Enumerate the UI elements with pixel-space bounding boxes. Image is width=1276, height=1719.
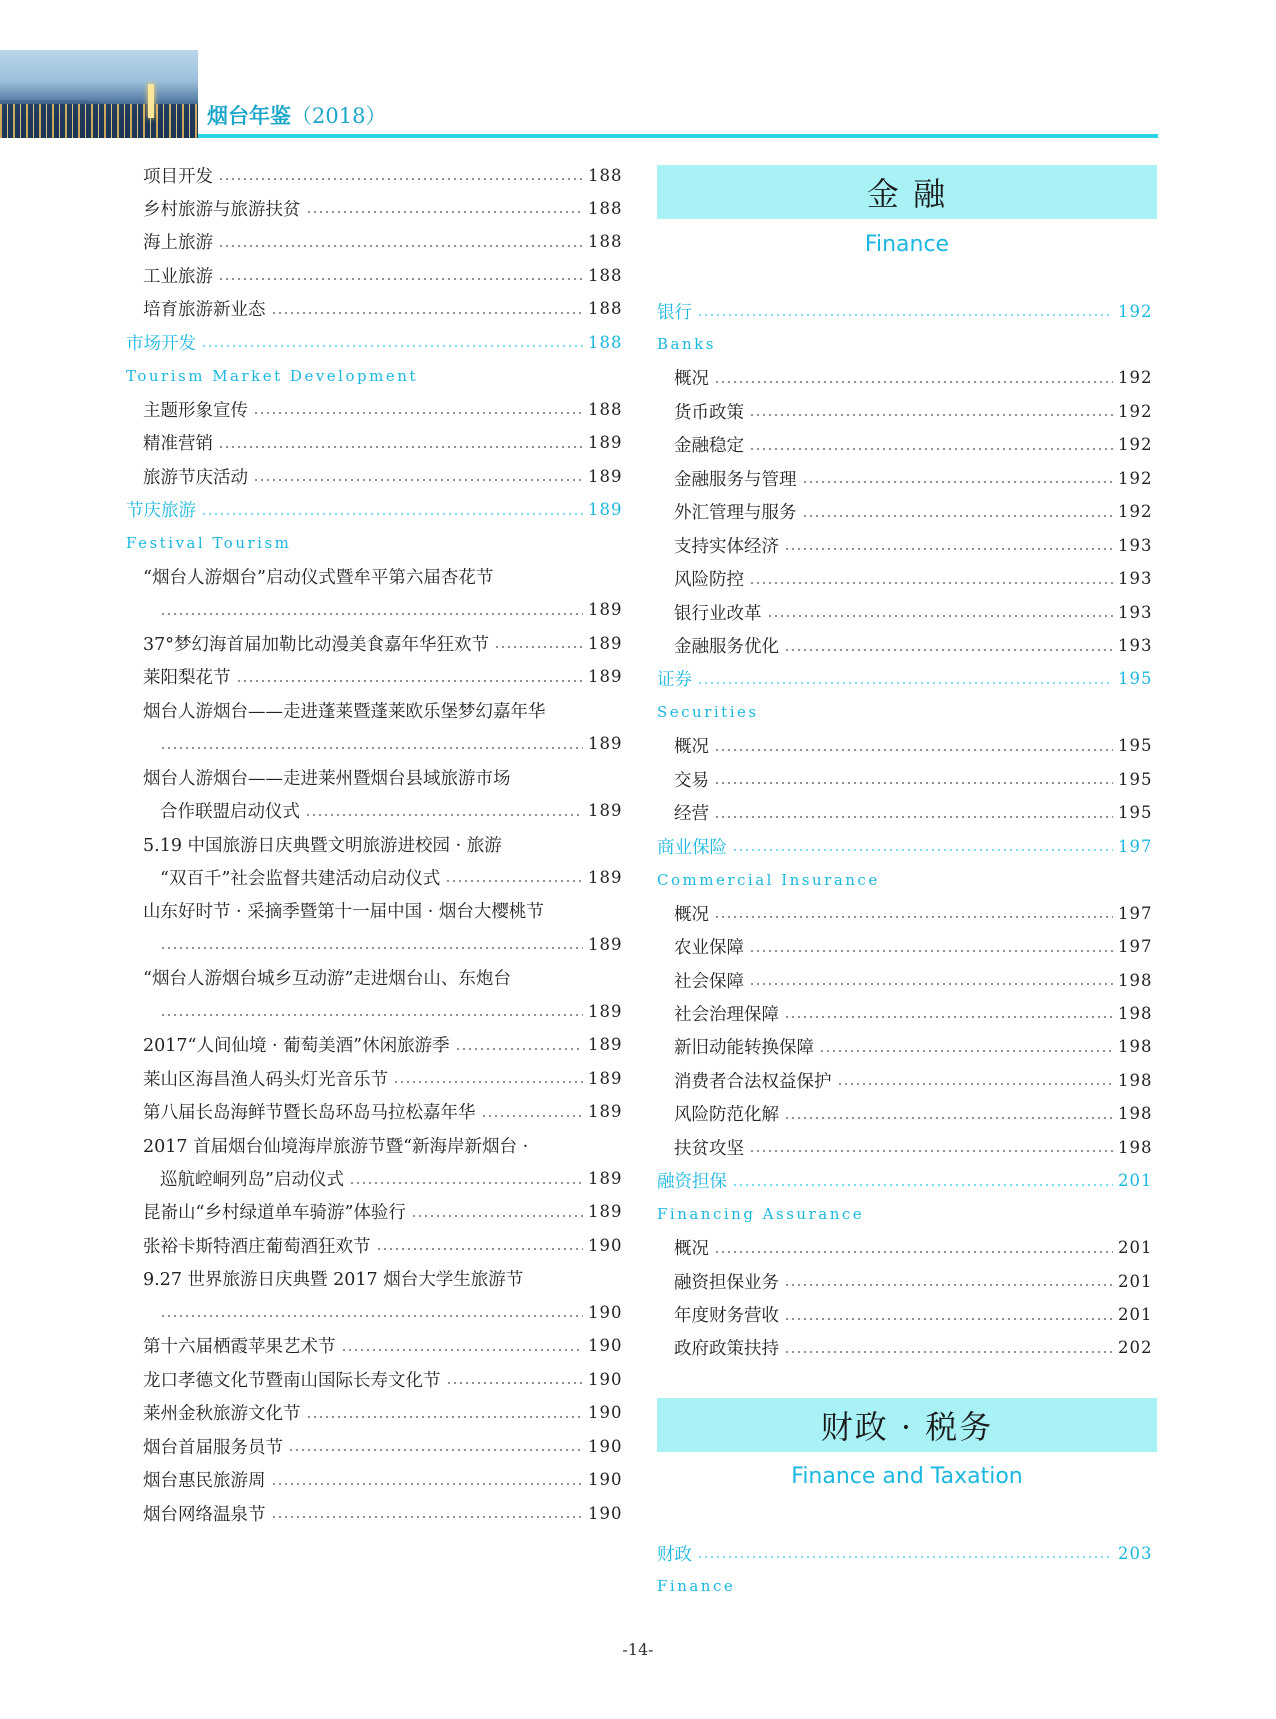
toc-entry[interactable] (160, 996, 622, 1026)
toc-entry[interactable] (143, 1030, 622, 1060)
toc-entry-title: 年度财务营收 (674, 1306, 779, 1326)
toc-section-english (657, 1199, 1152, 1229)
toc-entry[interactable] (674, 1132, 1152, 1162)
toc-entry-title: 风险防范化解 (674, 1105, 779, 1126)
toc-entry[interactable] (143, 1398, 622, 1428)
toc-entry-title: 2017“人间仙境 · 葡萄美酒”休闲旅游季 (143, 1036, 450, 1057)
toc-entry[interactable] (143, 294, 622, 324)
toc-page-number: 189 (588, 1202, 623, 1222)
toc-section-english (657, 697, 1152, 727)
toc-entry (143, 1130, 622, 1160)
dot-leader (455, 1048, 583, 1050)
toc-entry-title: Commercial Insurance (657, 870, 880, 889)
dot-leader (784, 548, 1113, 550)
toc-page-number: 189 (588, 1001, 623, 1021)
toc-page-number: 188 (588, 232, 623, 252)
toc-section-english (657, 865, 1152, 895)
toc-entry[interactable] (160, 1164, 622, 1194)
toc-entry[interactable] (674, 998, 1152, 1028)
toc-page-number: 189 (588, 466, 623, 486)
toc-page-number: 189 (588, 867, 623, 887)
toc-entry-title: 莱州金秋旅游文化节 (143, 1404, 301, 1425)
toc-page-number: 203 (1118, 1543, 1153, 1563)
toc-entry-title: “双百千”社会监督共建活动启动仪式 (160, 868, 441, 889)
toc-entry[interactable] (143, 227, 622, 257)
chapter-title: 财政 · 税务 (820, 1408, 994, 1446)
dot-leader (201, 513, 583, 515)
toc-entry[interactable] (674, 798, 1152, 828)
dot-leader (749, 414, 1113, 416)
header-rule (198, 134, 1158, 138)
toc-entry-title: 财政 (657, 1544, 692, 1565)
toc-page-number: 189 (588, 1102, 623, 1122)
dot-leader (732, 849, 1113, 851)
dot-leader (446, 1382, 584, 1384)
dot-leader (445, 880, 583, 882)
dot-leader (714, 1251, 1113, 1253)
toc-page-number: 189 (588, 433, 623, 453)
toc-entry-title: 新旧动能转换保障 (674, 1038, 814, 1059)
toc-entry-title: 烟台惠民旅游周 (143, 1471, 266, 1492)
yearbook-year: （2018） (291, 104, 387, 128)
toc-page-number: 190 (588, 1336, 623, 1356)
toc-entry-title: 金融服务与管理 (674, 469, 797, 490)
toc-entry[interactable] (143, 1097, 622, 1127)
toc-page-number: 188 (588, 299, 623, 319)
toc-entry[interactable] (143, 461, 622, 491)
toc-entry[interactable] (674, 1099, 1152, 1129)
toc-page-number: 192 (1118, 401, 1153, 421)
toc-entry-title: 主题形象宣传 (143, 400, 248, 421)
toc-entry[interactable] (674, 396, 1152, 426)
toc-entry-title: 交易 (674, 770, 709, 791)
toc-section-english (657, 1571, 1152, 1601)
toc-page-number: 198 (1118, 1070, 1153, 1090)
toc-entry[interactable] (674, 1233, 1152, 1263)
toc-page-number: 188 (588, 165, 623, 185)
toc-entry-title: 旅游节庆活动 (143, 467, 248, 488)
toc-entry[interactable] (674, 564, 1152, 594)
toc-entry-title: 莱山区海昌渔人码头灯光音乐节 (143, 1069, 388, 1090)
toc-page-number: 189 (588, 734, 623, 754)
dot-leader (749, 950, 1113, 952)
toc-entry-title: Securities (657, 703, 759, 722)
dot-leader (714, 381, 1113, 383)
toc-entry[interactable] (143, 1465, 622, 1495)
toc-page-number: 201 (1118, 1305, 1153, 1324)
toc-entry[interactable] (143, 193, 622, 223)
toc-page-number: 198 (1118, 1137, 1153, 1157)
toc-entry-title: 农业保障 (674, 938, 744, 959)
toc-entry-title: Tourism Market Development (126, 366, 418, 385)
toc-entry-title: 融资担保业务 (674, 1272, 779, 1293)
toc-entry-title: 海上旅游 (143, 233, 213, 254)
toc-page-number: 197 (1118, 836, 1153, 856)
toc-entry[interactable] (674, 1266, 1152, 1296)
toc-entry-title: 金融稳定 (674, 436, 744, 457)
toc-section-english (126, 361, 622, 391)
toc-page-number: 189 (588, 600, 623, 620)
toc-page-number: 189 (588, 667, 623, 687)
toc-page-number: 193 (1118, 602, 1153, 622)
toc-page-number: 198 (1118, 970, 1153, 990)
toc-entry-title: Banks (657, 335, 716, 354)
toc-entry-title: 巡航崆峒列岛”启动仪式 (160, 1170, 344, 1190)
dot-leader (160, 613, 583, 615)
toc-page-number: 190 (588, 1470, 623, 1490)
toc-entry (143, 561, 622, 591)
toc-page-number: 189 (588, 934, 623, 954)
header-city-photo (0, 50, 198, 138)
toc-entry-title: 金融服务优化 (674, 637, 779, 657)
dot-leader (218, 278, 583, 280)
toc-page-number: 190 (588, 1403, 623, 1423)
toc-entry[interactable] (160, 729, 622, 759)
toc-entry[interactable] (143, 1063, 622, 1093)
toc-page-number: 195 (1118, 736, 1153, 756)
dot-leader (160, 747, 583, 749)
toc-page-number: 192 (1118, 435, 1153, 455)
toc-entry-title: 精准营销 (143, 434, 213, 455)
toc-entry-title: 乡村旅游与旅游扶贫 (143, 199, 301, 220)
toc-page-number: 189 (588, 1068, 623, 1088)
dot-leader (253, 479, 583, 481)
dot-leader (218, 178, 583, 180)
chapter-subtitle: Finance (864, 232, 950, 257)
toc-page-number: 202 (1118, 1338, 1153, 1358)
toc-entry-title: 第八届长岛海鲜节暨长岛环岛马拉松嘉年华 (143, 1103, 476, 1124)
toc-entry-title: 山东好时节 · 采摘季暨第十一届中国 · 烟台大樱桃节 (143, 902, 544, 923)
toc-entry (143, 695, 622, 725)
toc-page-number: 189 (588, 1169, 623, 1188)
toc-entry-title: 市场开发 (126, 333, 196, 354)
toc-page-number: 201 (1118, 1238, 1153, 1258)
toc-entry-title: 融资担保 (657, 1172, 727, 1193)
yearbook-name: 烟台年鉴 (207, 103, 291, 128)
chapter-banner-finance (657, 165, 1157, 219)
toc-page-number: 197 (1118, 903, 1153, 923)
toc-entry-title: 风险防控 (674, 570, 744, 591)
dot-leader (494, 646, 583, 648)
toc-entry[interactable] (674, 932, 1152, 962)
toc-page-number: 190 (588, 1369, 623, 1389)
page-number: -14- (622, 1640, 654, 1659)
toc-entry[interactable] (674, 731, 1152, 761)
toc-entry[interactable] (674, 597, 1152, 627)
toc-entry[interactable] (674, 430, 1152, 460)
toc-entry[interactable] (674, 631, 1152, 661)
toc-page-number: 188 (588, 399, 623, 419)
toc-entry-title: Financing Assurance (657, 1205, 865, 1224)
toc-entry[interactable] (160, 862, 622, 892)
dot-leader (218, 245, 583, 247)
toc-section[interactable] (657, 664, 1152, 694)
dot-leader (784, 1351, 1113, 1353)
toc-entry[interactable] (143, 1230, 622, 1260)
dot-leader (732, 1184, 1113, 1186)
toc-entry[interactable] (143, 1197, 622, 1227)
dot-leader (714, 816, 1113, 818)
toc-page-number: 198 (1118, 1003, 1153, 1023)
dot-leader (697, 1556, 1113, 1558)
toc-page-number: 198 (1118, 1104, 1153, 1124)
toc-entry[interactable] (160, 929, 622, 959)
toc-entry (143, 1264, 622, 1294)
toc-entry-title: 经营 (674, 804, 709, 825)
toc-page-number: 190 (588, 1302, 623, 1322)
toc-page-number: 190 (588, 1503, 623, 1523)
dot-leader (393, 1081, 583, 1083)
toc-entry-title: 2017 首届烟台仙境海岸旅游节暨“新海岸新烟台 · (143, 1136, 529, 1157)
dot-leader (160, 1014, 583, 1016)
toc-entry-title: 节庆旅游 (126, 501, 196, 521)
toc-page-number: 201 (1118, 1271, 1153, 1291)
dot-leader (306, 211, 584, 213)
toc-section[interactable] (657, 1538, 1152, 1568)
toc-page-number: 192 (1118, 468, 1153, 488)
toc-entry-title: 概况 (674, 737, 709, 758)
dot-leader (271, 1516, 584, 1518)
toc-entry[interactable] (143, 1431, 622, 1461)
toc-entry-title: 张裕卡斯特酒庄葡萄酒狂欢节 (143, 1236, 371, 1257)
toc-entry-title: 9.27 世界旅游日庆典暨 2017 烟台大学生旅游节 (143, 1270, 524, 1291)
toc-entry-title: 概况 (674, 904, 709, 925)
toc-page-number: 193 (1118, 636, 1153, 655)
toc-entry-title: 工业旅游 (143, 266, 213, 287)
dot-leader (802, 515, 1114, 517)
toc-page-number: 197 (1118, 937, 1153, 957)
toc-page-number: 190 (588, 1235, 623, 1255)
toc-page-number: 189 (588, 1035, 623, 1055)
toc-page-number: 189 (588, 500, 623, 519)
toc-entry-title: 证券 (657, 670, 692, 691)
toc-entry-title: 外汇管理与服务 (674, 503, 797, 524)
toc-page-number: 192 (1118, 502, 1153, 522)
toc-page-number: 198 (1118, 1037, 1153, 1057)
dot-leader (697, 314, 1113, 316)
toc-section[interactable] (657, 1166, 1152, 1196)
dot-leader (160, 947, 583, 949)
toc-entry[interactable] (143, 1498, 622, 1528)
toc-entry-title: 商业保险 (657, 837, 727, 858)
toc-page-number: 188 (588, 332, 623, 352)
dot-leader (160, 1315, 583, 1317)
toc-page-number: 195 (1118, 803, 1153, 823)
toc-page-number: 189 (588, 801, 623, 821)
toc-entry[interactable] (674, 764, 1152, 794)
toc-entry[interactable] (674, 363, 1152, 393)
toc-entry-title: 政府政策扶持 (674, 1339, 779, 1360)
toc-page-number: 192 (1118, 368, 1153, 388)
dot-leader (749, 582, 1113, 584)
toc-entry[interactable] (674, 1300, 1152, 1330)
dot-leader (714, 782, 1113, 784)
dot-leader (376, 1248, 584, 1250)
toc-entry[interactable] (674, 530, 1152, 560)
yearbook-title (207, 100, 386, 130)
toc-entry-title: 烟台首届服务员节 (143, 1437, 283, 1458)
toc-entry-title: 培育旅游新业态 (143, 300, 266, 321)
toc-entry[interactable] (143, 428, 622, 458)
dot-leader (305, 814, 583, 816)
toc-page-number: 195 (1118, 769, 1153, 789)
dot-leader (271, 312, 584, 314)
dot-leader (253, 412, 583, 414)
toc-entry-title: 烟台网络温泉节 (143, 1504, 266, 1525)
toc-entry-title: 银行 (657, 302, 692, 323)
toc-page-number: 189 (588, 633, 623, 653)
toc-entry[interactable] (674, 1065, 1152, 1095)
dot-leader (837, 1083, 1114, 1085)
toc-entry[interactable] (674, 1032, 1152, 1062)
toc-entry-title: “烟台人游烟台城乡互动游”走进烟台山、东炮台 (143, 969, 511, 990)
toc-entry[interactable] (674, 898, 1152, 928)
dot-leader (306, 1416, 584, 1418)
toc-entry-title: 第十六届栖霞苹果艺术节 (143, 1337, 336, 1358)
toc-entry[interactable] (160, 595, 622, 625)
toc-entry-title: 龙口孝德文化节暨南山国际长寿文化节 (143, 1370, 441, 1391)
dot-leader (784, 1016, 1113, 1018)
toc-page-number: 188 (588, 198, 623, 218)
toc-entry-title: Festival Tourism (126, 533, 292, 552)
dot-leader (288, 1449, 583, 1451)
dot-leader (749, 983, 1113, 985)
toc-entry (143, 829, 622, 859)
toc-entry[interactable] (143, 1331, 622, 1361)
dot-leader (784, 1117, 1113, 1119)
dot-leader (218, 446, 583, 448)
toc-entry-title: 扶贫攻坚 (674, 1138, 744, 1159)
toc-page-number: 193 (1118, 569, 1153, 589)
dot-leader (714, 749, 1113, 751)
toc-entry[interactable] (674, 497, 1152, 527)
chapter-banner-finance-taxation (657, 1398, 1157, 1452)
toc-entry-title: 合作联盟启动仪式 (160, 802, 300, 823)
dot-leader (767, 615, 1114, 617)
chapter-title: 金 融 (866, 175, 948, 213)
dot-leader (271, 1483, 584, 1485)
toc-section[interactable] (657, 296, 1152, 326)
dot-leader (481, 1115, 584, 1117)
toc-section[interactable] (126, 327, 622, 357)
toc-entry[interactable] (143, 662, 622, 692)
toc-entry (143, 896, 622, 926)
toc-entry[interactable] (143, 1364, 622, 1394)
dot-leader (819, 1050, 1113, 1052)
toc-entry-title: 支持实体经济 (674, 536, 779, 557)
toc-page-number: 195 (1118, 669, 1153, 689)
toc-entry-title: 项目开发 (143, 166, 213, 187)
toc-entry-title: 社会治理保障 (674, 1004, 779, 1025)
dot-leader (749, 1150, 1113, 1152)
toc-entry-title: “烟台人游烟台”启动仪式暨牟平第六届杏花节 (143, 567, 494, 588)
dot-leader (784, 1318, 1113, 1320)
toc-entry-title: 概况 (674, 1239, 709, 1260)
chapter-subtitle: Finance and Taxation (791, 1464, 1023, 1489)
toc-entry-title: 烟台人游烟台——走进莱州暨烟台县域旅游市场 (143, 768, 511, 789)
dot-leader (349, 1182, 583, 1184)
toc-entry[interactable] (143, 260, 622, 290)
toc-entry-title: 昆嵛山“乡村绿道单车骑游”体验行 (143, 1203, 406, 1224)
toc-entry (143, 963, 622, 993)
toc-entry[interactable] (143, 628, 622, 658)
dot-leader (341, 1349, 584, 1351)
toc-entry[interactable] (160, 1297, 622, 1327)
toc-page-number: 201 (1118, 1171, 1153, 1191)
toc-section-english (657, 329, 1152, 359)
dot-leader (411, 1215, 583, 1217)
toc-entry-title: 概况 (674, 369, 709, 390)
toc-entry[interactable] (143, 160, 622, 190)
dot-leader (236, 680, 584, 682)
dot-leader (749, 448, 1113, 450)
toc-entry-title: 货币政策 (674, 402, 744, 423)
toc-entry-title: 5.19 中国旅游日庆典暨文明旅游进校园 · 旅游 (143, 835, 502, 856)
toc-entry-title: 社会保障 (674, 971, 744, 992)
dot-leader (697, 682, 1113, 684)
toc-entry-title: 银行业改革 (674, 603, 762, 624)
toc-entry-title: 烟台人游烟台——走进蓬莱暨蓬莱欧乐堡梦幻嘉年华 (143, 701, 546, 722)
toc-entry-title: Finance (657, 1577, 736, 1596)
toc-section[interactable] (657, 831, 1152, 861)
toc-entry[interactable] (674, 1333, 1152, 1363)
toc-page-number: 188 (588, 265, 623, 285)
toc-page-number: 190 (588, 1436, 623, 1456)
toc-entry[interactable] (674, 463, 1152, 493)
toc-entry (143, 762, 622, 792)
toc-page-number: 193 (1118, 535, 1153, 555)
toc-entry[interactable] (160, 796, 622, 826)
dot-leader (201, 345, 583, 347)
dot-leader (802, 481, 1114, 483)
toc-entry-title: 37°梦幻海首届加勒比动漫美食嘉年华狂欢节 (143, 634, 490, 655)
dot-leader (714, 916, 1113, 918)
toc-entry-title: 莱阳梨花节 (143, 668, 231, 689)
toc-section[interactable] (126, 495, 622, 525)
toc-entry[interactable] (674, 965, 1152, 995)
toc-entry-title: 消费者合法权益保护 (674, 1071, 832, 1092)
dot-leader (784, 649, 1113, 651)
dot-leader (784, 1284, 1113, 1286)
toc-entry[interactable] (143, 394, 622, 424)
toc-section-english (126, 528, 622, 558)
toc-page-number: 192 (1118, 301, 1153, 321)
